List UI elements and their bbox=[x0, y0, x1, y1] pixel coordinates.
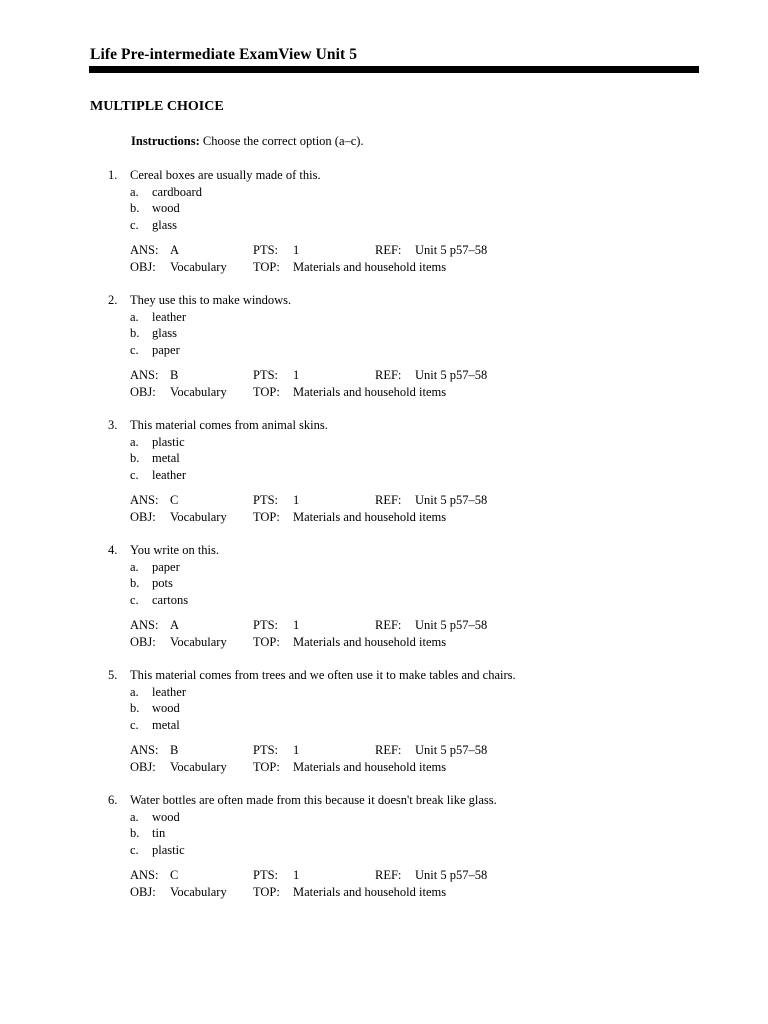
pts-label: PTS: bbox=[253, 493, 279, 507]
objective-row bbox=[130, 384, 690, 401]
option-text: leather bbox=[152, 467, 187, 482]
answer-metadata bbox=[130, 492, 690, 525]
answer-metadata bbox=[130, 242, 690, 275]
question-stem: You write on this. bbox=[130, 543, 220, 557]
top-label: TOP: bbox=[253, 384, 280, 399]
pts-label: PTS: bbox=[253, 743, 279, 757]
top-value: Materials and household items bbox=[293, 509, 447, 524]
top-value: Materials and household items bbox=[293, 884, 447, 899]
question-number: 4. bbox=[108, 543, 118, 557]
question-item bbox=[0, 292, 768, 417]
pts-label: PTS: bbox=[253, 243, 279, 257]
option-list bbox=[130, 309, 186, 359]
answer-row bbox=[130, 742, 690, 759]
obj-label: OBJ: bbox=[130, 509, 156, 524]
top-value: Materials and household items bbox=[293, 759, 447, 774]
pts-label: PTS: bbox=[253, 368, 279, 382]
option-c bbox=[130, 217, 202, 234]
pts-label: PTS: bbox=[253, 868, 279, 882]
option-text: glass bbox=[152, 217, 177, 232]
option-letter: a. bbox=[130, 684, 139, 699]
pts-value: 1 bbox=[293, 243, 300, 257]
option-letter: c. bbox=[130, 217, 139, 232]
objective-row bbox=[130, 509, 690, 526]
question-number: 5. bbox=[108, 668, 118, 682]
option-text: metal bbox=[152, 717, 180, 732]
objective-row bbox=[130, 884, 690, 901]
option-text: pots bbox=[152, 576, 173, 590]
obj-value: Vocabulary bbox=[170, 509, 227, 524]
option-list bbox=[130, 434, 186, 484]
ref-label: REF: bbox=[375, 243, 402, 257]
option-letter: b. bbox=[130, 576, 140, 590]
ref-label: REF: bbox=[375, 743, 402, 757]
top-label: TOP: bbox=[253, 884, 280, 899]
obj-value: Vocabulary bbox=[170, 759, 227, 774]
option-b bbox=[130, 200, 202, 217]
ref-value: Unit 5 p57–58 bbox=[415, 618, 488, 632]
ans-label: ANS: bbox=[130, 243, 159, 257]
option-list bbox=[130, 809, 185, 859]
option-a bbox=[130, 434, 186, 451]
pts-value: 1 bbox=[293, 868, 300, 882]
pts-value: 1 bbox=[293, 743, 300, 757]
answer-row bbox=[130, 367, 690, 384]
option-list bbox=[130, 184, 202, 234]
option-letter: c. bbox=[130, 342, 139, 357]
option-text: paper bbox=[152, 559, 180, 574]
question-stem: This material comes from animal skins. bbox=[130, 418, 328, 432]
answer-row bbox=[130, 492, 690, 509]
ans-value: B bbox=[170, 368, 179, 382]
ref-value: Unit 5 p57–58 bbox=[415, 493, 488, 507]
instructions-text: Choose the correct option (a–c). bbox=[199, 134, 364, 148]
title-rule bbox=[89, 66, 699, 73]
obj-label: OBJ: bbox=[130, 759, 156, 774]
ref-label: REF: bbox=[375, 868, 402, 882]
answer-row bbox=[130, 617, 690, 634]
option-letter: c. bbox=[130, 592, 139, 607]
question-item bbox=[0, 417, 768, 542]
option-c bbox=[130, 717, 186, 734]
question-number: 2. bbox=[108, 293, 118, 307]
option-letter: a. bbox=[130, 184, 139, 199]
option-c bbox=[130, 842, 185, 859]
answer-row bbox=[130, 242, 690, 259]
ans-value: C bbox=[170, 868, 179, 882]
ans-label: ANS: bbox=[130, 618, 159, 632]
ref-label: REF: bbox=[375, 493, 402, 507]
option-a bbox=[130, 309, 186, 326]
pts-value: 1 bbox=[293, 493, 300, 507]
top-label: TOP: bbox=[253, 259, 280, 274]
option-b bbox=[130, 575, 188, 592]
option-b bbox=[130, 325, 186, 342]
option-b bbox=[130, 700, 186, 717]
option-letter: a. bbox=[130, 809, 139, 824]
document-title: Life Pre-intermediate ExamView Unit 5 bbox=[90, 46, 358, 63]
option-list bbox=[130, 684, 186, 734]
question-stem: They use this to make windows. bbox=[130, 293, 292, 307]
option-letter: b. bbox=[130, 201, 140, 215]
answer-metadata bbox=[130, 617, 690, 650]
obj-value: Vocabulary bbox=[170, 634, 227, 649]
option-a bbox=[130, 559, 188, 576]
option-text: wood bbox=[152, 809, 180, 824]
ref-label: REF: bbox=[375, 368, 402, 382]
ans-value: B bbox=[170, 743, 179, 757]
obj-value: Vocabulary bbox=[170, 884, 227, 899]
question-item bbox=[0, 792, 768, 917]
option-letter: a. bbox=[130, 309, 139, 324]
option-text: cardboard bbox=[152, 184, 202, 199]
ref-value: Unit 5 p57–58 bbox=[415, 868, 488, 882]
obj-label: OBJ: bbox=[130, 384, 156, 399]
instructions bbox=[131, 134, 364, 149]
objective-row bbox=[130, 634, 690, 651]
top-label: TOP: bbox=[253, 759, 280, 774]
option-text: leather bbox=[152, 309, 187, 324]
option-letter: c. bbox=[130, 717, 139, 732]
question-number: 1. bbox=[108, 168, 118, 182]
option-c bbox=[130, 467, 186, 484]
answer-metadata bbox=[130, 867, 690, 900]
option-a bbox=[130, 809, 185, 826]
option-letter: a. bbox=[130, 559, 139, 574]
question-number: 6. bbox=[108, 793, 118, 807]
option-letter: c. bbox=[130, 467, 139, 482]
ans-label: ANS: bbox=[130, 743, 159, 757]
option-letter: b. bbox=[130, 326, 140, 340]
obj-label: OBJ: bbox=[130, 259, 156, 274]
question-stem: Water bottles are often made from this because it doesn't break like glass. bbox=[130, 793, 497, 807]
question-stem: This material comes from trees and we often use it to make tables and chairs. bbox=[130, 668, 516, 682]
section-heading: MULTIPLE CHOICE bbox=[90, 99, 224, 114]
option-c bbox=[130, 342, 186, 359]
ans-value: C bbox=[170, 493, 179, 507]
answer-metadata bbox=[130, 742, 690, 775]
obj-value: Vocabulary bbox=[170, 259, 227, 274]
option-text: tin bbox=[152, 826, 166, 840]
option-text: plastic bbox=[152, 842, 185, 857]
ref-label: REF: bbox=[375, 618, 402, 632]
option-letter: b. bbox=[130, 826, 140, 840]
option-text: leather bbox=[152, 684, 187, 699]
option-text: plastic bbox=[152, 434, 185, 449]
objective-row bbox=[130, 259, 690, 276]
question-item bbox=[0, 667, 768, 792]
top-label: TOP: bbox=[253, 509, 280, 524]
pts-value: 1 bbox=[293, 368, 300, 382]
option-letter: c. bbox=[130, 842, 139, 857]
ans-label: ANS: bbox=[130, 368, 159, 382]
top-value: Materials and household items bbox=[293, 384, 447, 399]
option-b bbox=[130, 450, 186, 467]
top-value: Materials and household items bbox=[293, 259, 447, 274]
option-list bbox=[130, 559, 188, 609]
answer-row bbox=[130, 867, 690, 884]
option-text: glass bbox=[152, 326, 177, 340]
objective-row bbox=[130, 759, 690, 776]
option-text: wood bbox=[152, 701, 180, 715]
option-text: metal bbox=[152, 451, 180, 465]
top-label: TOP: bbox=[253, 634, 280, 649]
answer-metadata bbox=[130, 367, 690, 400]
question-item bbox=[0, 542, 768, 667]
option-letter: a. bbox=[130, 434, 139, 449]
option-letter: b. bbox=[130, 451, 140, 465]
obj-label: OBJ: bbox=[130, 634, 156, 649]
pts-label: PTS: bbox=[253, 618, 279, 632]
option-a bbox=[130, 684, 186, 701]
option-a bbox=[130, 184, 202, 201]
question-stem: Cereal boxes are usually made of this. bbox=[130, 168, 321, 182]
ans-label: ANS: bbox=[130, 868, 159, 882]
ans-value: A bbox=[170, 618, 180, 632]
ref-value: Unit 5 p57–58 bbox=[415, 243, 488, 257]
ans-label: ANS: bbox=[130, 493, 159, 507]
option-text: wood bbox=[152, 201, 180, 215]
option-text: cartons bbox=[152, 592, 189, 607]
top-value: Materials and household items bbox=[293, 634, 447, 649]
question-list bbox=[0, 167, 768, 917]
option-b bbox=[130, 825, 185, 842]
ans-value: A bbox=[170, 243, 180, 257]
instructions-label: Instructions: bbox=[131, 134, 200, 148]
option-c bbox=[130, 592, 188, 609]
question-number: 3. bbox=[108, 418, 118, 432]
ref-value: Unit 5 p57–58 bbox=[415, 368, 488, 382]
option-text: paper bbox=[152, 342, 180, 357]
pts-value: 1 bbox=[293, 618, 300, 632]
option-letter: b. bbox=[130, 701, 140, 715]
obj-label: OBJ: bbox=[130, 884, 156, 899]
obj-value: Vocabulary bbox=[170, 384, 227, 399]
ref-value: Unit 5 p57–58 bbox=[415, 743, 488, 757]
question-item bbox=[0, 167, 768, 292]
